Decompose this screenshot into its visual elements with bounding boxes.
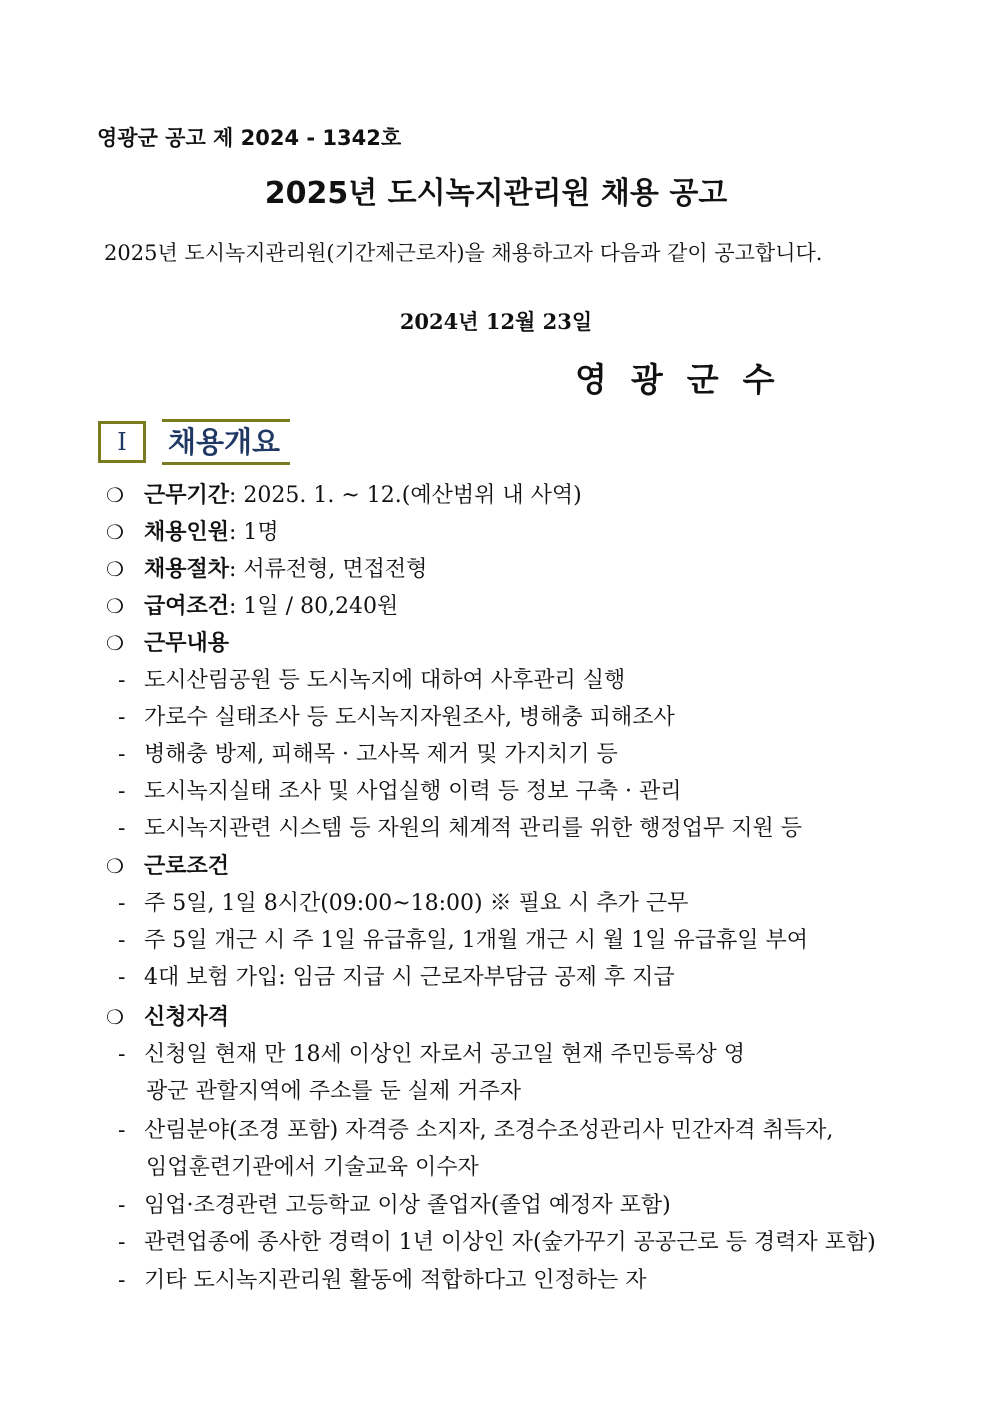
item-label: 근무내용: [144, 631, 230, 656]
list-item: [118, 1113, 833, 1144]
list-item: [118, 700, 675, 731]
dash-mark: -: [118, 928, 126, 953]
item-value: : 서류전형, 면접전형: [229, 557, 428, 582]
item-label: 신청자격: [144, 1005, 230, 1030]
item-conditions: [106, 849, 229, 880]
list-item: [118, 1263, 647, 1294]
dash-mark: -: [118, 1118, 126, 1143]
announcement-date: 2024년 12월 23일: [399, 309, 593, 334]
item-value: : 2025. 1. ~ 12.(예산범위 내 사역): [229, 483, 582, 508]
list-item: [118, 1037, 745, 1068]
list-item-text: 관련업종에 종사한 경력이 1년 이상인 자(숲가꾸기 공공근로 등 경력자 포함): [144, 1230, 876, 1255]
dash-mark: -: [118, 1268, 126, 1293]
section-number: I: [117, 428, 127, 456]
dash-mark: -: [118, 705, 126, 730]
list-item-text: 기타 도시녹지관리원 활동에 적합하다고 인정하는 자: [144, 1268, 647, 1293]
list-item-text: 도시녹지관련 시스템 등 자원의 체계적 관리를 위한 행정업무 지원 등: [144, 816, 802, 841]
item-label: 채용절차: [144, 557, 230, 582]
list-item: [118, 960, 675, 991]
bullet-circle-icon: ❍: [106, 520, 124, 544]
section-title: 채용개요: [162, 419, 290, 465]
list-item: [118, 663, 625, 694]
section-number-box: [98, 421, 146, 463]
list-item: [118, 886, 688, 917]
list-item-text: 신청일 현재 만 18세 이상인 자로서 공고일 현재 주민등록상 영: [144, 1042, 745, 1067]
item-label: 급여조건: [144, 594, 230, 619]
item-eligibility: [106, 1000, 229, 1031]
bullet-circle-icon: ❍: [106, 1005, 124, 1029]
list-item: [118, 1188, 671, 1219]
bullet-circle-icon: ❍: [106, 594, 124, 618]
item-headcount: [106, 515, 279, 546]
dash-mark: -: [118, 965, 126, 990]
dash-mark: -: [118, 816, 126, 841]
page-title: 2025년 도시녹지관리원 채용 공고: [264, 176, 728, 211]
bullet-circle-icon: ❍: [106, 557, 124, 581]
list-item-text: 산림분야(조경 포함) 자격증 소지자, 조경수조성관리사 민간자격 취득자,: [144, 1118, 834, 1143]
list-item: [118, 737, 618, 768]
list-item-text: 주 5일, 1일 8시간(09:00~18:00) ※ 필요 시 추가 근무: [144, 891, 689, 916]
item-label: 근로조건: [144, 854, 230, 879]
bullet-circle-icon: ❍: [106, 483, 124, 507]
list-item-text: 가로수 실태조사 등 도시녹지자원조사, 병해충 피해조사: [144, 705, 675, 730]
list-item-text: 임업·조경관련 고등학교 이상 졸업자(졸업 예정자 포함): [144, 1193, 671, 1218]
list-item-text: 병해충 방제, 피해목 · 고사목 제거 및 가지치기 등: [144, 742, 618, 767]
list-item: [118, 774, 681, 805]
dash-mark: -: [118, 668, 126, 693]
dash-mark: -: [118, 779, 126, 804]
dash-mark: -: [118, 742, 126, 767]
item-label: 근무기간: [144, 483, 230, 508]
list-item: [118, 923, 808, 954]
list-item: [118, 811, 802, 842]
list-item-continuation: 광군 관할지역에 주소를 둔 실제 거주자: [146, 1079, 521, 1104]
issuer-name: 영광군수: [575, 360, 799, 399]
list-item: [118, 1225, 876, 1256]
item-procedure: [106, 552, 427, 583]
item-duties: [106, 626, 229, 657]
list-item-text: 도시산림공원 등 도시녹지에 대하여 사후관리 실행: [144, 668, 626, 693]
item-value: : 1일 / 80,240원: [229, 594, 399, 619]
list-item-text: 주 5일 개근 시 주 1일 유급휴일, 1개월 개근 시 월 1일 유급휴일 부여: [144, 928, 808, 953]
item-pay: [106, 589, 398, 620]
bullet-circle-icon: ❍: [106, 631, 124, 655]
bullet-circle-icon: ❍: [106, 854, 124, 878]
item-label: 채용인원: [144, 520, 230, 545]
list-item-continuation: 임업훈련기관에서 기술교육 이수자: [146, 1155, 479, 1180]
item-value: : 1명: [229, 520, 279, 545]
item-period: [106, 478, 582, 509]
list-item-text: 도시녹지실태 조사 및 사업실행 이력 등 정보 구축 · 관리: [144, 779, 682, 804]
list-item-text: 4대 보험 가입: 임금 지급 시 근로자부담금 공제 후 지급: [144, 965, 675, 990]
dash-mark: -: [118, 1230, 126, 1255]
dash-mark: -: [118, 1042, 126, 1067]
document-number: 영광군 공고 제 2024 - 1342호: [97, 126, 402, 150]
dash-mark: -: [118, 891, 126, 916]
dash-mark: -: [118, 1193, 126, 1218]
intro-text: 2025년 도시녹지관리원(기간제근로자)을 채용하고자 다음과 같이 공고합니다.: [104, 241, 823, 265]
